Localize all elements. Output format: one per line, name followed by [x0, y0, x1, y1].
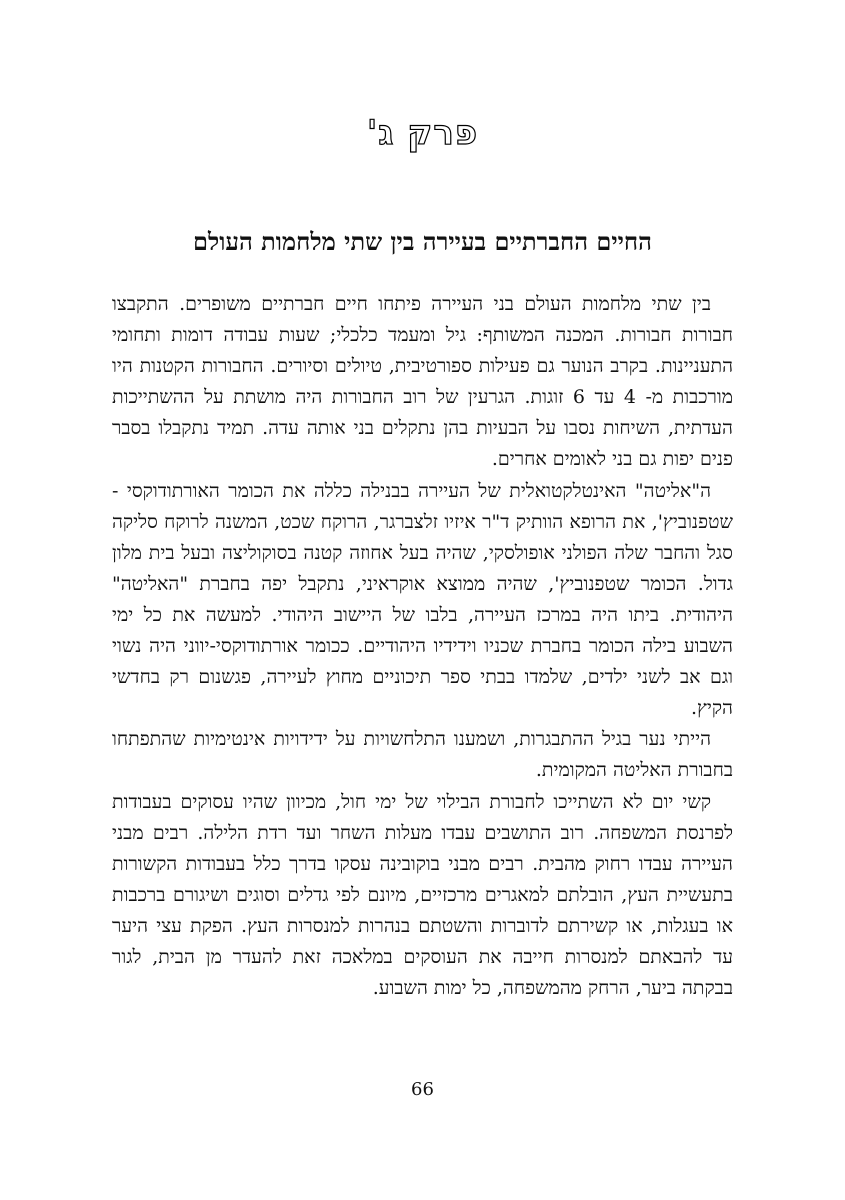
paragraph-adolescence: הייתי נער בגיל ההתבגרות, ושמענו התלחשויות על ידידויות אינטימיות שהתפתחו בחבורת האליטה המקומית. [112, 728, 733, 782]
paragraph-workers: קשי יום לא השתייכו לחבורת הבילוי של ימי חול, מכיוון שהיו עסוקים בעבודות לפרנסת המשפחה. רוב התושבים עבדו מעלות השחר ועד רדת הלילה. רבים מבני העיירה עבדו רחוק מהבית. רבים מבני בוקובינה עסקו בדרך כלל בעבודות הקשורות בתעשיית העץ, הובלתם למאגרים מרכזיים, מיונם לפי גדלים וסוגים ושיגורם ברכבות או בעגלות, או קשירתם לדוברות והשטתם בנהרות למנסרות העץ. הפקת עצי היער עד להבאתם למנסרות חייבה את העוסקים במלאכה זאת להעדר מן הבית, לגור בבקתה ביער, הרחק מהמשפחה, כל ימות השבוע. [112, 790, 733, 1000]
chapter-title: פרק ג' [366, 113, 479, 153]
page-number: 66 [411, 1079, 434, 1100]
paragraph-elite: ה"אליטה" האינטלקטואלית של העיירה בבנילה כללה את הכומר האורתודוקסי - שטפנוביץ', את הרופא הוותיק ד"ר איזיו זלצברגר, הרוקח שכט, המשנה לרוקח סליקה סגל והחבר שלה הפולני אופולסקי, שהיה בעל אחוזה קטנה בסוקוליצה ובעל בית מלון גדול. הכומר שטפנוביץ', שהיה ממוצא אוקראיני, נתקבל יפה בחברת "האליטה" היהודית. ביתו היה במרכז העיירה, בלבו של היישוב היהודי. למעשה את כל ימי השבוע בילה הכומר בחברת שכניו וידידיו היהודיים. ככומר אורתודוקסי-יווני היה נשוי וגם אב לשני ילדים, שלמדו בבתי ספר תיכוניים מחוץ לעיירה, פגשנום רק בחדשי הקיץ. [112, 479, 733, 720]
paragraph-social-life: בין שתי מלחמות העולם בני העיירה פיתחו חיים חברתיים משופרים. התקבצו חבורות חבורות. המכנה המשותף: גיל ומעמד כלכלי; שעות עבודה דומות ותחומי התעניינות. בקרב הנוער גם פעילות ספורטיבית, טיולים וסיורים. החבורות הקטנות היו מורכבות מ- 4 עד 6 זוגות. הגרעין של רוב החבורות היה מושתת על ההשתייכות העדתית, השיחות נסבו על הבעיות בהן נתקלים בני אותה עדה. תמיד נתקבלו בסבר פנים יפות גם בני לאומים אחרים. [112, 293, 733, 471]
section-title: החיים החברתיים בעיירה בין שתי מלחמות העולם [193, 227, 652, 256]
body-text [112, 289, 733, 1004]
